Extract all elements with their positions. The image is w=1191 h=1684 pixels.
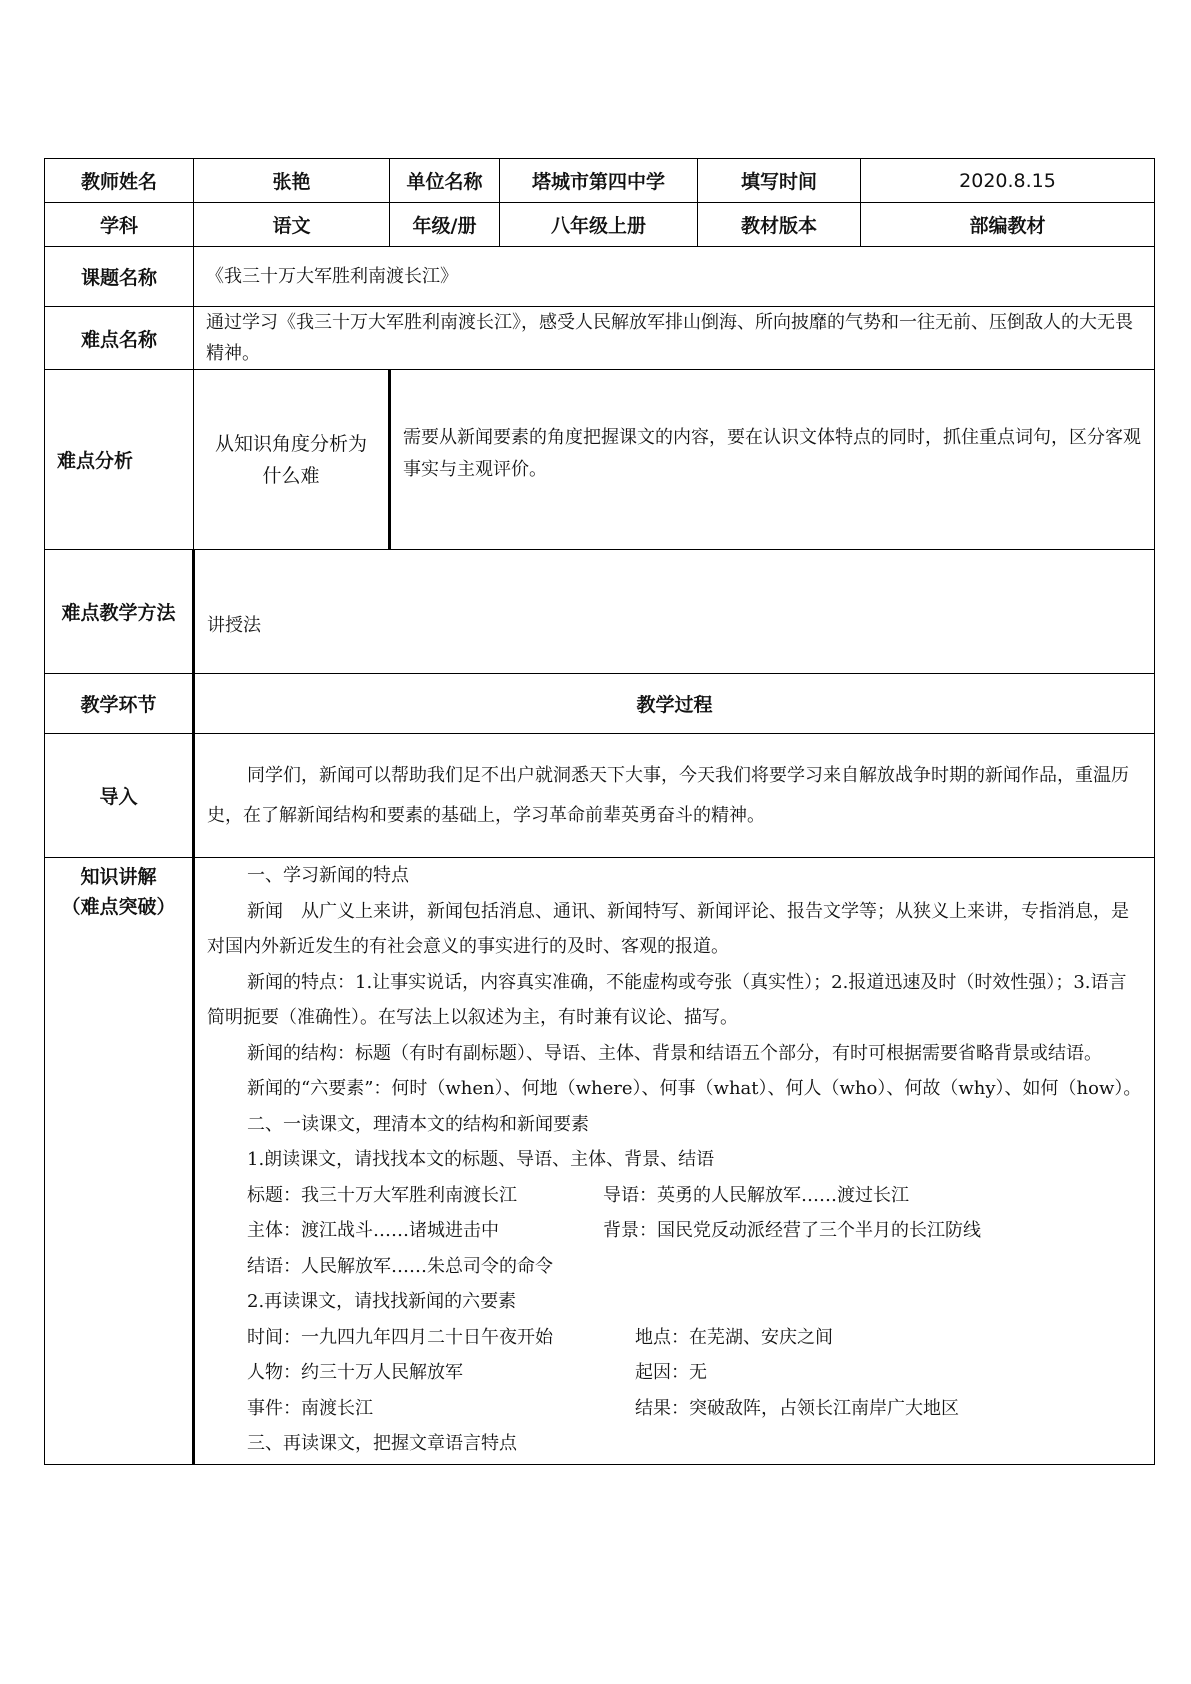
topic-label: 课题名称 (45, 247, 194, 307)
knowledge-label-line1: 知识讲解 (80, 866, 157, 888)
unit-name-value: 塔城市第四中学 (500, 159, 698, 203)
difficulty-label: 难点名称 (45, 307, 194, 370)
knowledge-p1: 一、学习新闻的特点 (247, 865, 409, 886)
knowledge-p6: 二、一读课文，理清本文的结构和新闻要素 (247, 1113, 589, 1135)
analysis-label: 难点分析 (45, 370, 194, 550)
subject-value: 语文 (194, 203, 390, 247)
structure-body: 主体：渡江战斗……诸城进击中 (247, 1220, 499, 1241)
knowledge-p4: 新闻的结构：标题（有时有副标题）、导语、主体、背景和结语五个部分，有时可根据需要省略背景或结语。 (247, 1042, 1102, 1064)
topic-row (45, 247, 1155, 307)
element-cause: 起因：无 (635, 1362, 707, 1383)
intro-row (45, 734, 1155, 858)
knowledge-p3: 新闻的特点：1.让事实说话，内容真实准确，不能虚构或夸张（真实性）；2.报道迅速及时（时效性强）；3.语言简明扼要（准确性）。在写法上以叙述为主，有时兼有议论、描写。 (207, 971, 1127, 1028)
unit-name-label: 单位名称 (390, 159, 500, 203)
teacher-name-label: 教师姓名 (45, 159, 194, 203)
method-label: 难点教学方法 (45, 550, 194, 674)
structure-pair-1 (207, 1178, 1144, 1214)
teacher-name-value: 张艳 (194, 159, 390, 203)
analysis-row (45, 370, 1155, 550)
intro-label: 导入 (45, 734, 194, 858)
process-section-label: 教学环节 (45, 674, 194, 734)
subject-label: 学科 (45, 203, 194, 247)
analysis-sub-label: 从知识角度分析为什么难 (194, 370, 390, 550)
element-place: 地点：在芜湖、安庆之间 (635, 1326, 833, 1348)
structure-pair-3 (207, 1249, 1144, 1285)
intro-text: 同学们，新闻可以帮助我们足不出户就洞悉天下大事，今天我们将要学习来自解放战争时期的新闻作品，重温历史，在了解新闻结构和要素的基础上，学习革命前辈英勇奋斗的精神。 (194, 734, 1155, 858)
edition-value: 部编教材 (861, 203, 1155, 247)
difficulty-row (45, 307, 1155, 370)
knowledge-row (45, 858, 1155, 1465)
header-row-2 (45, 203, 1155, 247)
structure-lead: 导语：英勇的人民解放军……渡过长江 (603, 1184, 909, 1206)
knowledge-label-line2: （难点突破） (61, 896, 176, 918)
difficulty-value: 通过学习《我三十万大军胜利南渡长江》，感受人民解放军排山倒海、所向披靡的气势和一往无前、压倒敌人的大无畏精神。 (194, 307, 1155, 370)
elements-pair-3 (207, 1391, 1144, 1427)
element-event: 事件：南渡长江 (247, 1397, 373, 1419)
edition-label: 教材版本 (698, 203, 861, 247)
process-title: 教学过程 (194, 674, 1155, 734)
process-header-row (45, 674, 1155, 734)
analysis-value: 需要从新闻要素的角度把握课文的内容，要在认识文体特点的同时，抓住重点词句，区分客观事实与主观评价。 (390, 370, 1155, 550)
fill-time-label: 填写时间 (698, 159, 861, 203)
elements-pair-1 (207, 1320, 1144, 1356)
element-time: 时间：一九四九年四月二十日午夜开始 (247, 1326, 553, 1348)
method-value: 讲授法 (194, 550, 1155, 674)
structure-title: 标题：我三十万大军胜利南渡长江 (247, 1184, 517, 1206)
knowledge-p8: 2.再读课文，请找找新闻的六要素 (247, 1291, 517, 1312)
grade-label: 年级/册 (390, 203, 500, 247)
structure-pair-2 (207, 1213, 1144, 1249)
knowledge-p9: 三、再读课文，把握文章语言特点 (247, 1433, 517, 1454)
knowledge-p2: 新闻 从广义上来讲，新闻包括消息、通讯、新闻特写、新闻评论、报告文学等；从狭义上来讲，专指消息，是对国内外新近发生的有社会意义的事实进行的及时、客观的报道。 (207, 900, 1129, 957)
knowledge-p5: 新闻的“六要素”：何时（when）、何地（where）、何事（what）、何人（who）、何故（why）、如何（how）。 (247, 1078, 1142, 1099)
fill-time-value: 2020.8.15 (861, 159, 1155, 203)
element-result: 结果：突破敌阵，占领长江南岸广大地区 (635, 1397, 959, 1419)
grade-value: 八年级上册 (500, 203, 698, 247)
knowledge-label (45, 858, 194, 1465)
elements-pair-2 (207, 1355, 1144, 1391)
lesson-plan-sheet (44, 158, 1154, 1465)
structure-background: 背景：国民党反动派经营了三个半月的长江防线 (603, 1220, 981, 1241)
method-row (45, 550, 1155, 674)
topic-value: 《我三十万大军胜利南渡长江》 (194, 247, 1155, 307)
knowledge-content (194, 858, 1155, 1465)
element-people: 人物：约三十万人民解放军 (247, 1362, 463, 1383)
header-row-1 (45, 159, 1155, 203)
lesson-plan-table (44, 158, 1155, 1465)
structure-ending: 结语：人民解放军……朱总司令的命令 (247, 1255, 553, 1277)
knowledge-p7: 1.朗读课文，请找找本文的标题、导语、主体、背景、结语 (247, 1149, 715, 1170)
